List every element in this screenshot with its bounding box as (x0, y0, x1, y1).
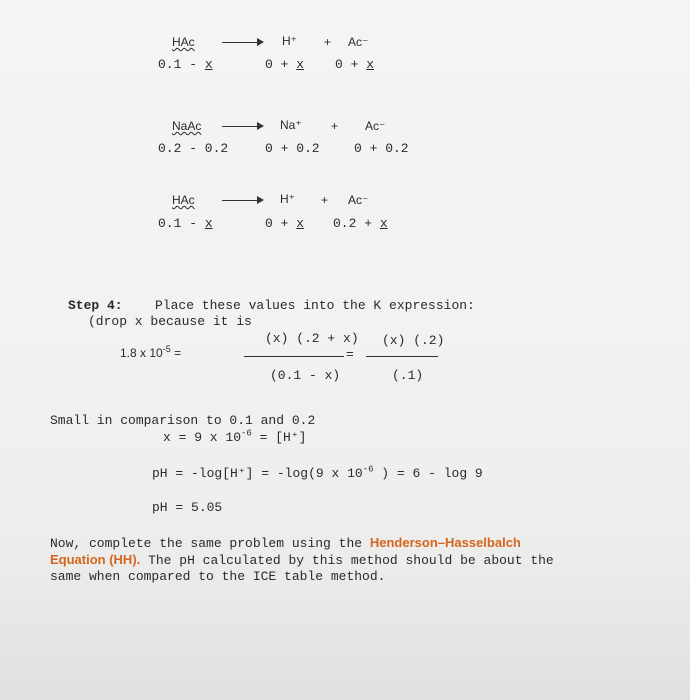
r3-row-product2: 0.2 + x (333, 216, 388, 231)
r1-reactant: HAc (172, 35, 195, 49)
r1-row-reactant: 0.1 - x (158, 57, 213, 72)
hh-term: Henderson–Hasselbalch (369, 535, 521, 550)
final-line1: Now, complete the same problem using the Henderson–Hasselbalch (50, 535, 521, 551)
step4-note: (drop x because it is (88, 314, 252, 329)
r2-plus: + (331, 119, 339, 133)
r2-row-product2: 0 + 0.2 (354, 141, 409, 156)
step4-label: Step 4: (68, 298, 123, 313)
r3-row-product1: 0 + x (265, 216, 305, 231)
r2-arrow-icon (222, 126, 262, 127)
r2-row-product1: 0 + 0.2 (265, 141, 320, 156)
r2-reactant: NaAc (172, 119, 202, 133)
r1-product1: H⁺ (282, 34, 297, 48)
x-value-line: x = 9 x $10^{-6} = [H^+]$ (163, 428, 307, 445)
frac2-denominator: (.1) (392, 368, 424, 383)
r3-product1: H⁺ (280, 192, 295, 206)
final-line3: same when compared to the ICE table method. (50, 569, 386, 584)
r3-row-reactant: 0.1 - x (158, 216, 213, 231)
frac1-numerator: (x) (.2 + x) (265, 331, 359, 346)
r1-plus: + (324, 35, 332, 49)
frac1-line (244, 356, 344, 357)
r2-product1: Na⁺ (280, 118, 302, 132)
frac2-numerator: (x) (.2) (382, 333, 445, 348)
r1-arrow-icon (222, 42, 262, 43)
k-value: 1.8 x $10^{-5}$ = (120, 344, 182, 360)
r3-plus: + (321, 193, 329, 207)
r2-product2: Ac⁻ (365, 119, 386, 133)
r3-reactant: HAc (172, 193, 195, 207)
r2-row-reactant: 0.2 - 0.2 (158, 141, 229, 156)
small-text: Small in comparison to 0.1 and 0.2 (50, 413, 316, 428)
r1-product2: Ac⁻ (348, 35, 369, 49)
ph-equation: pH = -log[H⁺] = -log(9 x $10^{-6}$ ) = 6 - log 9 (152, 464, 483, 481)
final-line2: Equation (HH). The pH calculated by this method should be about the (50, 552, 554, 568)
r1-row-product2: 0 + x (335, 57, 375, 72)
r1-row-product1: 0 + x (265, 57, 305, 72)
frac2-line (366, 356, 438, 357)
mid-equals: = (346, 347, 354, 362)
step4-text: Place these values into the K expression: (155, 298, 475, 313)
ph-result: pH = 5.05 (152, 500, 223, 515)
r3-arrow-icon (222, 200, 262, 201)
r3-product2: Ac⁻ (348, 193, 369, 207)
hh-equation-term: Equation (HH). (50, 552, 141, 567)
frac1-denominator: (0.1 - x) (270, 368, 341, 383)
